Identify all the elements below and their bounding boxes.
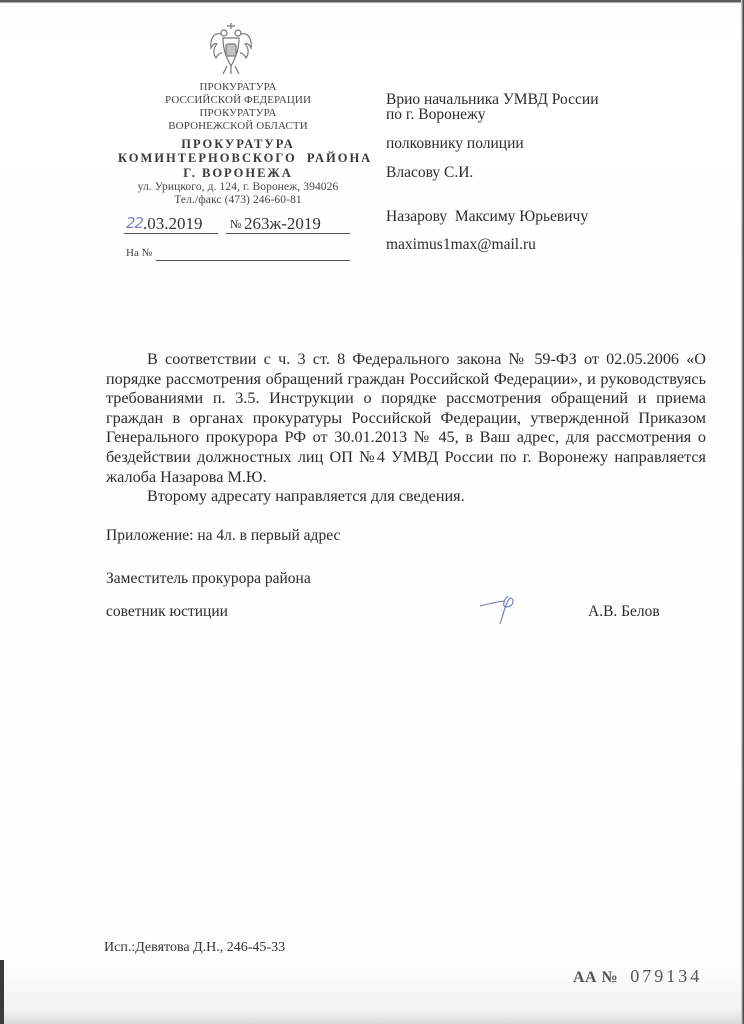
reference-label: На № (126, 247, 153, 259)
org-line: ПРОКУРАТУРА (181, 137, 295, 151)
serial-prefix: АА № (573, 969, 619, 986)
letter-body (106, 350, 706, 507)
date-month-year: .03.2019 (143, 214, 203, 233)
org-line: РОССИЙСКОЙ ФЕДЕРАЦИИ (164, 93, 312, 106)
executor-info: Исп.:Девятова Д.Н., 246-45-33 (104, 940, 286, 955)
org-contacts (118, 181, 358, 207)
org-name-district (118, 137, 373, 180)
body-paragraph: Второму адресату направляется для сведения. (147, 487, 465, 506)
coat-of-arms-icon (207, 22, 255, 78)
org-line: КОМИНТЕРНОВСКОГО РАЙОНА (118, 151, 373, 166)
second-recipient: Назарову Максиму Юрьевичу (386, 208, 589, 225)
org-line: Г. ВОРОНЕЖА (183, 165, 293, 180)
reference-number (126, 247, 350, 263)
org-line: ПРОКУРАТУРА (199, 81, 277, 93)
org-name-federal (118, 81, 358, 106)
org-line: ПРОКУРАТУРА (199, 107, 277, 119)
handwritten-signature (474, 588, 524, 632)
addressee-rank: полковнику полиции (386, 135, 524, 152)
org-phone: Тел./факс (473) 246-60-81 (174, 194, 302, 207)
attachment-note: Приложение: на 4л. в первый адрес (106, 527, 341, 544)
org-address: ул. Урицкого, д. 124, г. Воронеж, 394026 (137, 181, 339, 193)
body-paragraph: В соответствии с ч. 3 ст. 8 Федерального закона № 59-ФЗ от 02.05.2006 «О порядке рассмотрения обращений граждан Российской Федерации», и руководствуясь требованиями п. 3.5. Инструкции о порядке рассмотрения обращений и приема граждан в органах прокуратуры Российской Федерации, утвержденной Приказом Генерального прокурора РФ от 30.01.2013 № 45, в Ваш адрес, для рассмотрения о бездействии должностных лиц ОП №4 УМВД России по г. Воронежу направляется жалоба Назарова М.Ю. (106, 350, 706, 486)
addressee-title (386, 92, 706, 122)
signer-name: А.В. Белов (588, 603, 660, 620)
signer-rank: советник юстиции (106, 603, 228, 620)
registration-number: 263ж-2019 (244, 214, 321, 233)
org-line: ВОРОНЕЖСКОЙ ОБЛАСТИ (168, 119, 308, 132)
signer-position: Заместитель прокурора района (106, 570, 311, 587)
serial-number: 079134 (630, 966, 703, 986)
org-name-regional (118, 107, 358, 132)
handwritten-day: 22 (126, 214, 144, 232)
addressee-line: Врио начальника УМВД России (386, 91, 599, 108)
reference-underline (156, 260, 350, 261)
date-underline (124, 233, 218, 234)
number-underline (226, 233, 350, 234)
addressee-line: по г. Воронежу (386, 106, 486, 123)
date-and-number (126, 214, 350, 234)
recipient-email: maximus1max@mail.ru (386, 236, 536, 253)
scan-edge-left (0, 960, 4, 1024)
addressee-name: Власову С.И. (386, 164, 474, 181)
form-serial-number (573, 966, 702, 987)
number-sign: № (230, 217, 242, 231)
